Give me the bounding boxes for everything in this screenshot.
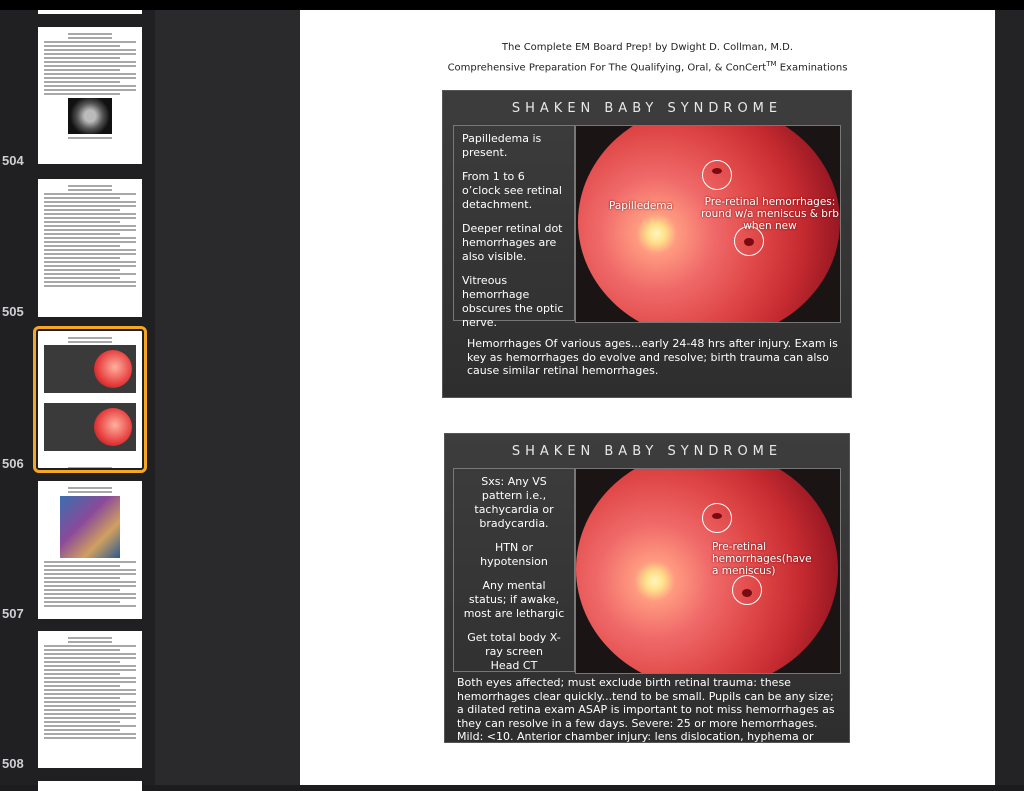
page-thumbnail[interactable] — [38, 781, 142, 791]
slide-thumbnail — [44, 345, 136, 393]
papilledema-label: Papilledema — [609, 200, 673, 212]
illustration-image — [60, 496, 120, 558]
page-thumbnail-507[interactable] — [38, 481, 142, 619]
ct-scan-image — [68, 98, 112, 134]
slide-caption: Both eyes affected; must exclude birth retinal trauma: these hemorrhages clear quickly...tend to be small. Pupils can be any size; a dilated retina exam ASAP is important to not miss hemorrhages as they can resolve in a few days. Severe: 25 or more hemorrhages. Mild: <10. Anterior chamber injury: lens dislocation, hyphema or periorbital bruising can be found. — [457, 676, 835, 757]
slide-text-box: Sxs: Any VS pattern i.e., tachycardia or bradycardia. HTN or hypotension Any mental status; if awake, most are lethargic Get total body X-ray screen Head CT — [453, 468, 575, 672]
slide-title: SHAKEN BABY SYNDROME — [511, 444, 783, 459]
retina-photo — [575, 468, 841, 674]
thumbnail-sidebar[interactable] — [0, 10, 155, 785]
page-thumbnail[interactable] — [38, 10, 142, 14]
page-thumbnail-506[interactable] — [38, 331, 142, 468]
page-thumbnail-505[interactable] — [38, 179, 142, 317]
page-header — [300, 40, 995, 76]
preretinal-label: Pre-retinal hemorrhages(have a meniscus) — [712, 541, 812, 577]
page-number: 508 — [2, 756, 24, 771]
slide-2 — [444, 433, 850, 757]
slide-thumbnail — [44, 403, 136, 451]
hemorrhage-marker — [702, 503, 732, 533]
page-number: 506 — [2, 456, 24, 471]
document-page — [300, 10, 995, 785]
page-number: 507 — [2, 606, 24, 621]
header-line-1: The Complete EM Board Prep! by Dwight D. Collman, M.D. — [501, 42, 794, 53]
hemorrhage-marker — [732, 575, 762, 605]
slide-text-box: Papilledema is present. From 1 to 6 o’clock see retinal detachment. Deeper retinal dot hemorrhages are also visible. Vitreous hemorrhage obscures the optic nerve. — [453, 125, 575, 321]
scrollbar[interactable] — [996, 10, 1024, 785]
slide-1 — [442, 90, 852, 398]
hemorrhage-marker — [702, 160, 732, 190]
retina-photo — [575, 125, 841, 323]
page-thumbnail-508[interactable] — [38, 631, 142, 768]
page-number: 505 — [2, 304, 24, 319]
page-number: 504 — [2, 153, 24, 168]
page-thumbnail-504[interactable] — [38, 27, 142, 164]
slide-caption: Hemorrhages Of various ages...early 24-48 hrs after injury. Exam is key as hemorrhages do evolve and resolve; birth trauma can also cause similar retinal hemorrhages. — [467, 337, 838, 377]
top-bar — [0, 0, 1024, 10]
preretinal-label: Pre-retinal hemorrhages: round w/a meniscus & brb when new — [701, 196, 839, 232]
slide-title: SHAKEN BABY SYNDROME — [511, 101, 783, 116]
header-line-2: Comprehensive Preparation For The Qualifying, Oral, & ConCert™ Examinations — [447, 60, 848, 74]
